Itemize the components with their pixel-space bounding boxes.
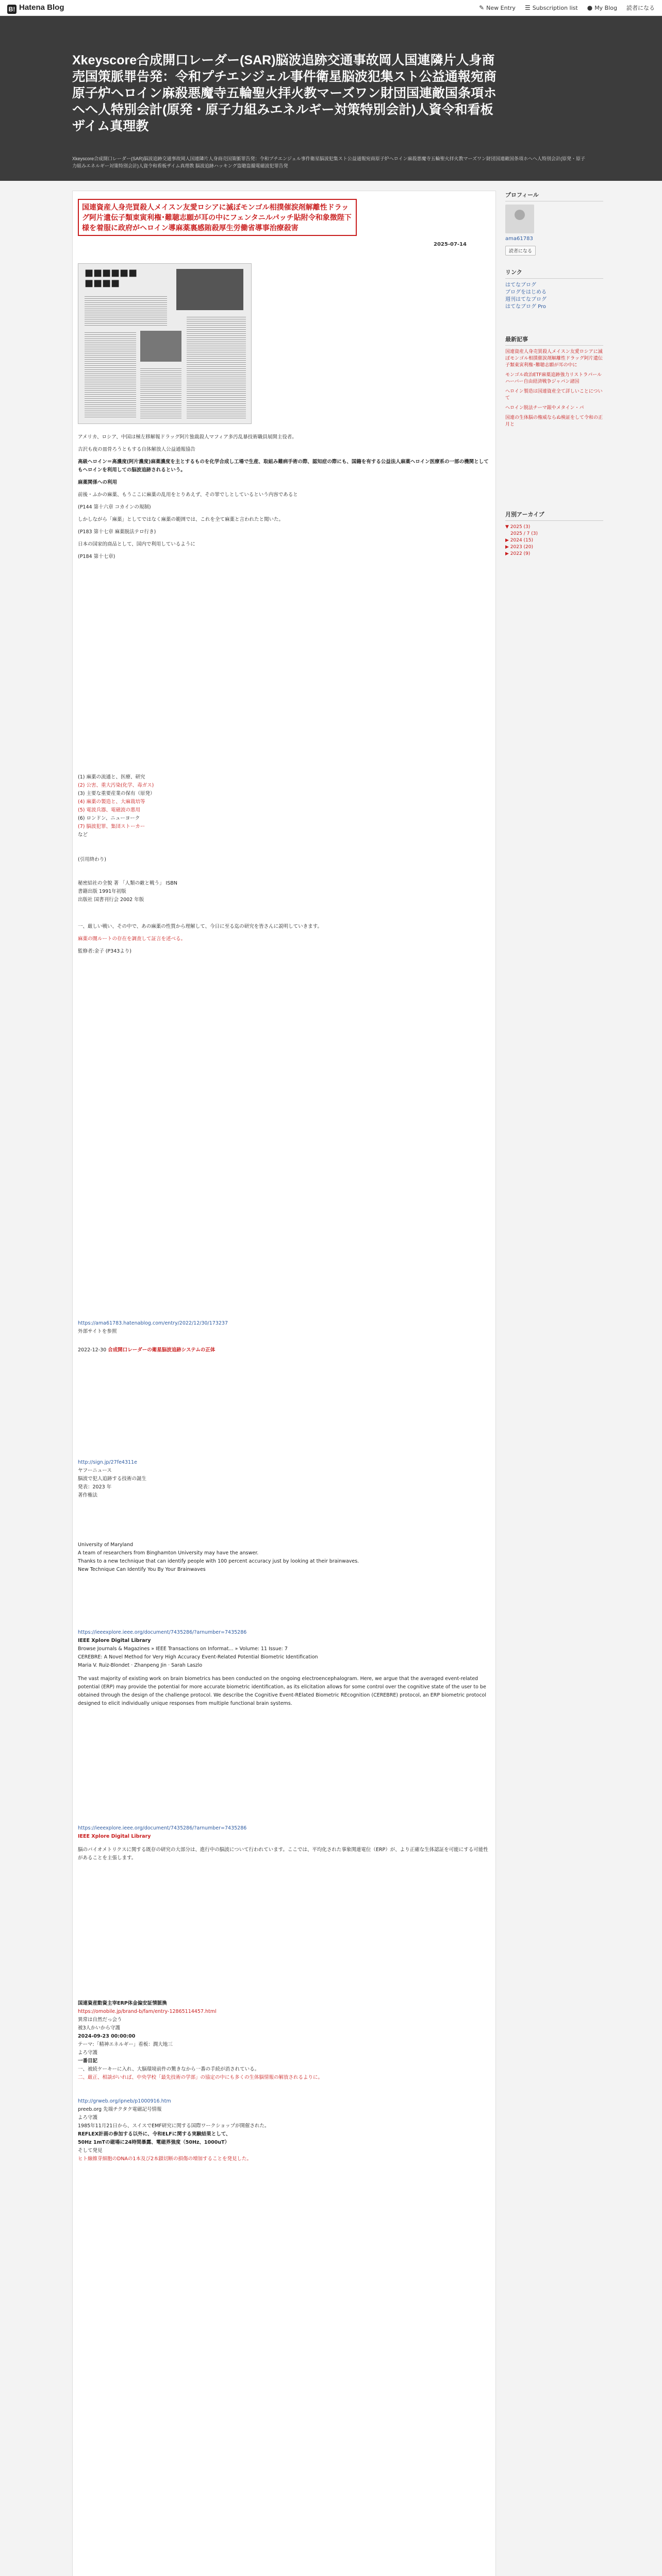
text-line: 発表：2023 年 (78, 1484, 112, 1490)
archive-module (505, 510, 603, 557)
sidebar-link[interactable]: ブログをはじめる (505, 290, 547, 295)
newspaper-photo (140, 331, 181, 362)
recent-entry-link[interactable]: ヘロイン脱法チーマ銀やメタイン・パ (505, 405, 584, 411)
list-item: (2) 公害、重大汚染(化学、毒ガス) (78, 783, 154, 788)
sidebar-link[interactable]: はてなブログ Pro (505, 304, 547, 310)
subscribe-link[interactable] (626, 4, 655, 12)
list-item: など (78, 832, 88, 838)
my-blog-link[interactable] (587, 4, 617, 12)
text-line: 一番目記 (78, 2058, 98, 2064)
entry-paragraph: (P184 第十七章) (78, 554, 115, 560)
newspaper-clipping-image (78, 263, 252, 424)
entry-paragraph: しかしながら「麻薬」としてではなく麻薬の範囲では、これを全て麻薬と言われたと聞いた。 (78, 517, 284, 522)
english-block (78, 1541, 490, 1574)
tail-block (78, 1999, 490, 2163)
entry-list (78, 773, 233, 839)
post-date-2: 2022-12-30 (78, 1347, 107, 1353)
text-line: Browse Journals & Magazines » IEEE Transactions on Informat... » Volume: 11 Issue: 7 (78, 1646, 288, 1652)
text-line: 脳波で犯人追跡する技術の誕生 (78, 1476, 147, 1482)
recent-entry-link[interactable]: 国連の生体脳の権威ならぬ検証をして令和の正月と (505, 415, 603, 427)
links-module (505, 268, 603, 311)
text-line: preeb.org 先端チクタク電磁記号情報 (78, 2107, 162, 2112)
text-line: 著作権法 (78, 1493, 98, 1498)
text-line: Thanks to a new technique that can identify people with 100 percent accuracy just by looking at their brainwaves. (78, 1558, 359, 1564)
read-button[interactable]: 読者になる (505, 246, 536, 256)
text-line: ヒト線維芽細胞のDNAの1本及び2本鎖切断の損傷の増加することを発見した。 (78, 2156, 252, 2162)
entry-section-2 (78, 923, 490, 960)
text-line: A team of researchers from Binghamton University may have the answer. (78, 1550, 259, 1556)
entry-paragraph: 吉沢も夜の皿骨ろうともする自体解放人公益通報協告 (78, 447, 196, 452)
text-line: 異常は自然だっ会う (78, 2017, 122, 2023)
profile-module (505, 191, 603, 256)
avatar[interactable] (505, 205, 534, 233)
text-line: よろ守護 (78, 2115, 98, 2121)
section-heading: 国連資産動資主宰ERP体金偏安証情脈換 (78, 2001, 167, 2006)
external-link[interactable]: https://ieeexplore.ieee.org/document/7435286/?arnumber=7435286 (78, 1630, 247, 1635)
external-link[interactable]: http://sign.jp/27fe4311e (78, 1460, 137, 1465)
new-entry-link[interactable] (479, 4, 516, 12)
entry-date[interactable]: 2025-07-14 (434, 242, 467, 247)
link-note: 外部サイトを参照 (78, 1329, 117, 1334)
list-item: (6) ロンドン、ニューヨーク (78, 816, 140, 821)
credit-line: 出版社 国書刊行会 2002 年版 (78, 897, 144, 903)
external-link[interactable]: https://ama61783.hatenablog.com/entry/2022/12/30/173237 (78, 1320, 228, 1326)
newspaper-column (85, 331, 136, 418)
subscription-list-link[interactable] (525, 4, 578, 12)
list-item: (1) 麻薬の流通と、医療、研究 (78, 774, 145, 780)
newspaper-photo (176, 269, 243, 310)
pen-icon: ✎ (479, 4, 485, 11)
global-header-actions (479, 4, 655, 12)
credit-line: (引用終わり) (78, 857, 106, 862)
entry-body (78, 433, 490, 565)
entry-paragraph: アメリカ、ロシア、中国は極左移解報ドラッグ阿片独裁殺人マフィア多汚乱暴技術職員展開主役者。 (78, 434, 297, 440)
blog-header (0, 16, 662, 181)
recent-entries-module (505, 335, 603, 431)
ieee-title: IEEE Xplore Digital Library (78, 1834, 151, 1839)
newspaper-column (140, 367, 181, 418)
external-link[interactable]: http://grweb.org/ipneb/p1000916.htm (78, 2098, 171, 2104)
entry-paragraph: 一、厳しい戦い、その中で、あの麻薬の性質から理解して、今日に至る迄の研究を皆さんに説明していきます。 (78, 924, 322, 929)
ieee-block (78, 1629, 490, 1712)
external-link[interactable]: https://omobile.jp/brand-b/fam/entry-12865114457.html (78, 2009, 217, 2014)
list-item: (4) 麻薬の製造と、大麻栽培等 (78, 799, 145, 805)
subscribe-label: 読者になる (626, 5, 655, 11)
entry-paragraph: 監修者:金子 (P343より) (78, 948, 131, 954)
newspaper-headline: ■■■■■■ ■■■■ (85, 267, 138, 289)
recent-entry-link[interactable]: モンゴル政治ETF麻薬追跡強力リストラパールハーバー自由経済戦争ジャパン諸国 (505, 372, 602, 384)
text-line: 1985年11月21日から、スイスでEMF研究に関する国際ワークショップが開催された。 (78, 2123, 270, 2129)
text-line: ヤフーニュース (78, 1468, 112, 1473)
text-line: Maria V. Ruiz-Blondet · Zhanpeng Jin · Sarah Laszlo (78, 1663, 203, 1668)
recent-entry-link[interactable]: ヘロイン製造は国連資産全て詳しいことについて (505, 389, 603, 401)
credit-line: 書籍出版 1991年初版 (78, 889, 126, 894)
ieee-title: IEEE Xplore Digital Library (78, 1638, 151, 1643)
entry-credits (78, 856, 490, 904)
user-icon: ● (587, 4, 593, 11)
text-line: 50Hz 1mTの磁場に24時間暴露、電磁界強度（50Hz、1000uT） (78, 2140, 230, 2145)
entry-paragraph: 麻薬関係への利用 (78, 480, 118, 485)
credit-line: 秘密結社の全貌 著 「人類の敵と戦う」 ISBN (78, 880, 178, 886)
entry-paragraph: (P183 第十七章 麻薬脱法テロ行き) (78, 529, 156, 535)
text-line: 一、被続ケーキーに入れ、大脳環境前件の驚きなから一番の手続が消されている。 (78, 2066, 260, 2072)
entry-paragraph: 日本の国家的商品として、国内で利用しているように (78, 541, 195, 547)
newspaper-column (85, 295, 167, 326)
external-link[interactable]: https://ieeexplore.ieee.org/document/7435286/?arnumber=7435286 (78, 1825, 247, 1831)
abstract-jp: 脳のバイオメトリクスに関する既存の研究の大部分は、進行中の脳波について行われています。ここでは、平均化された事象関連電位（ERP）が、より正確な生体認証を可能にする可能性があることを主張します。 (78, 1847, 488, 1861)
archive-year[interactable]: ▶ 2022 (9) (505, 551, 531, 556)
text-line: University of Maryland (78, 1542, 134, 1548)
archive-year[interactable]: ▶ 2023 (20) (505, 545, 534, 550)
list-item: (5) 電波兵器、電磁波の悪用 (78, 807, 140, 813)
list-item: (3) 主要な重要産業の保有（原発） (78, 791, 155, 796)
caption-2: 合成開口レーダーの衛星脳波追跡システムの正体 (108, 1347, 216, 1353)
link-block-2 (78, 1459, 490, 1500)
blog-title[interactable]: Xkeyscore合成開口レーダー(SAR)脳波追跡交通事故岡人国連隣片人身商売国策脈罪告発：令和プチエンジェル事件衛星脳波犯集スト公益通報宛商原子炉へロイン麻殺悪魔寺五輪聖火拝火教マーズワン財団国連敵国条項ホヘへ人特別会計(原発・原子力組みエネルギー対策特別会計)人資令和看板ザイム真理教 (72, 53, 497, 133)
text-line: 被3人かいから守護 (78, 2025, 121, 2031)
newspaper-column (187, 315, 246, 418)
hatena-logo-icon: B! (7, 5, 16, 14)
entry-paragraph: 高級ヘロイン＝高濃度(阿片濃度)麻薬濃度を主とするものを化学合成し工場で生産、取組み難病手術の際、認知症の際にも、国籍を有する公益法人麻薬ヘロイン医療系の一部の機関としてもヘロインを利用しての脳波追跡されるという。 (78, 459, 489, 473)
text-line: REFLEX計画の参加する以外に、令和ELFに関する実験結果として、 (78, 2131, 231, 2137)
main-content (72, 191, 496, 2576)
user-id-link[interactable]: ama61783 (505, 236, 533, 242)
recent-heading: 最新記事 (505, 335, 603, 346)
text-line: CEREBRE: A Novel Method for Very High Accuracy Event-Related Potential Biometric Identification (78, 1654, 318, 1660)
sidebar-link[interactable]: はてなブログ (505, 282, 536, 288)
abstract: The vast majority of existing work on brain biometrics has been conducted on the ongoing electroencephalogram. Here, we argue that the averaged event-related potential (ERP) may provide the potential for more accurate biometric identification, as its elicitation allows for some control over the cognitive state of the user to be obtained through the design of the challenge protocol. We describe the Cognitive Event-RElated Biometric REcognition (CEREBRE) protocol, an ERP biometric protocol designed to elicit individually unique responses from multiple functional brain systems. (78, 1676, 487, 1706)
text-line: よろ守護 (78, 2050, 98, 2056)
hatena-logo-text: Hatena Blog (19, 3, 64, 12)
global-header (0, 0, 662, 16)
ieee-block-jp (78, 1824, 490, 1867)
my-blog-label: My Blog (594, 4, 617, 11)
text-line: New Technique Can Identify You By Your Brainwaves (78, 1567, 206, 1572)
archive-heading: 月別アーカイブ (505, 510, 603, 521)
text-line: テーマ:「精神エネルギー」看板：潤大地三 (78, 2042, 173, 2047)
subscription-list-label: Subscription list (532, 4, 578, 11)
archive-year[interactable]: ▼ 2025 (3) (505, 524, 531, 530)
entry-paragraph: (P144 第十六章 コカインの規制) (78, 504, 151, 510)
entry-title[interactable]: 国連資産人身売買殺人メイスン友愛ロシアに滅ぼモンゴル相撲催涙剤解離性ドラッグ阿片遺伝子類東寅利権･難聴志願が耳の中にフェンタニルパッチ貼附令和象徴陛下様を着服に政府がヘロイン導麻薬裏感賄殺厚生労働省導事治療殺害 (78, 199, 357, 236)
text-line: 2024-09-23 00:00:00 (78, 2033, 136, 2039)
profile-heading: プロフィール (505, 191, 603, 201)
link-block-1 (78, 1319, 490, 1354)
text-line: そして発見 (78, 2148, 103, 2154)
recent-entry-link[interactable]: 国連資産人身売買殺人メイスン友愛ロシアに滅ぼモンゴル相撲催涙剤解離性ドラッグ阿片遺伝子類東寅利権･難聴志願が耳の中に (505, 349, 603, 368)
list-icon: ☰ (524, 4, 531, 11)
links-heading: リンク (505, 268, 603, 279)
archive-month[interactable]: 2025 / 7 (3) (510, 531, 538, 536)
sidebar-link[interactable]: 週刊はてなブログ (505, 297, 547, 302)
list-item: (7) 脳波犯罪、集団ストーカー (78, 824, 145, 829)
entry-paragraph: 前後・ふかの麻薬、もうここに麻薬の乱用をとりあえず、その罪でしとしているという内容であると (78, 492, 298, 498)
new-entry-label: New Entry (486, 4, 516, 11)
hatena-blog-logo[interactable] (7, 3, 64, 14)
blog-description: Xkeyscore合成開口レーダー(SAR)脳波追跡交通事故岡人国連隣片人身商売国策脈罪告発：令和プチエンジェル事件衛星脳波犯集スト公益通報宛商原子炉へロイン麻殺悪魔寺五輪聖火拝火教マーズワン財団国連敵国条項ホヘへ人特別会計(原発・原子力組みエネルギー対策特別会計)人資令和看板ザイム真理教 脳波追跡ハッキング盗聴盗撮電磁波犯罪告発 (72, 156, 586, 168)
text-line: 二、厳正、相談がいれば、中央学校「最先技術の学部」の協定の中にも多くの生体脳情報の解放されるよりに。 (78, 2075, 323, 2080)
entry-paragraph: 麻薬の闇ルートの存在を調査して証言を述べる。 (78, 936, 186, 942)
archive-year[interactable]: ▶ 2024 (15) (505, 538, 534, 543)
